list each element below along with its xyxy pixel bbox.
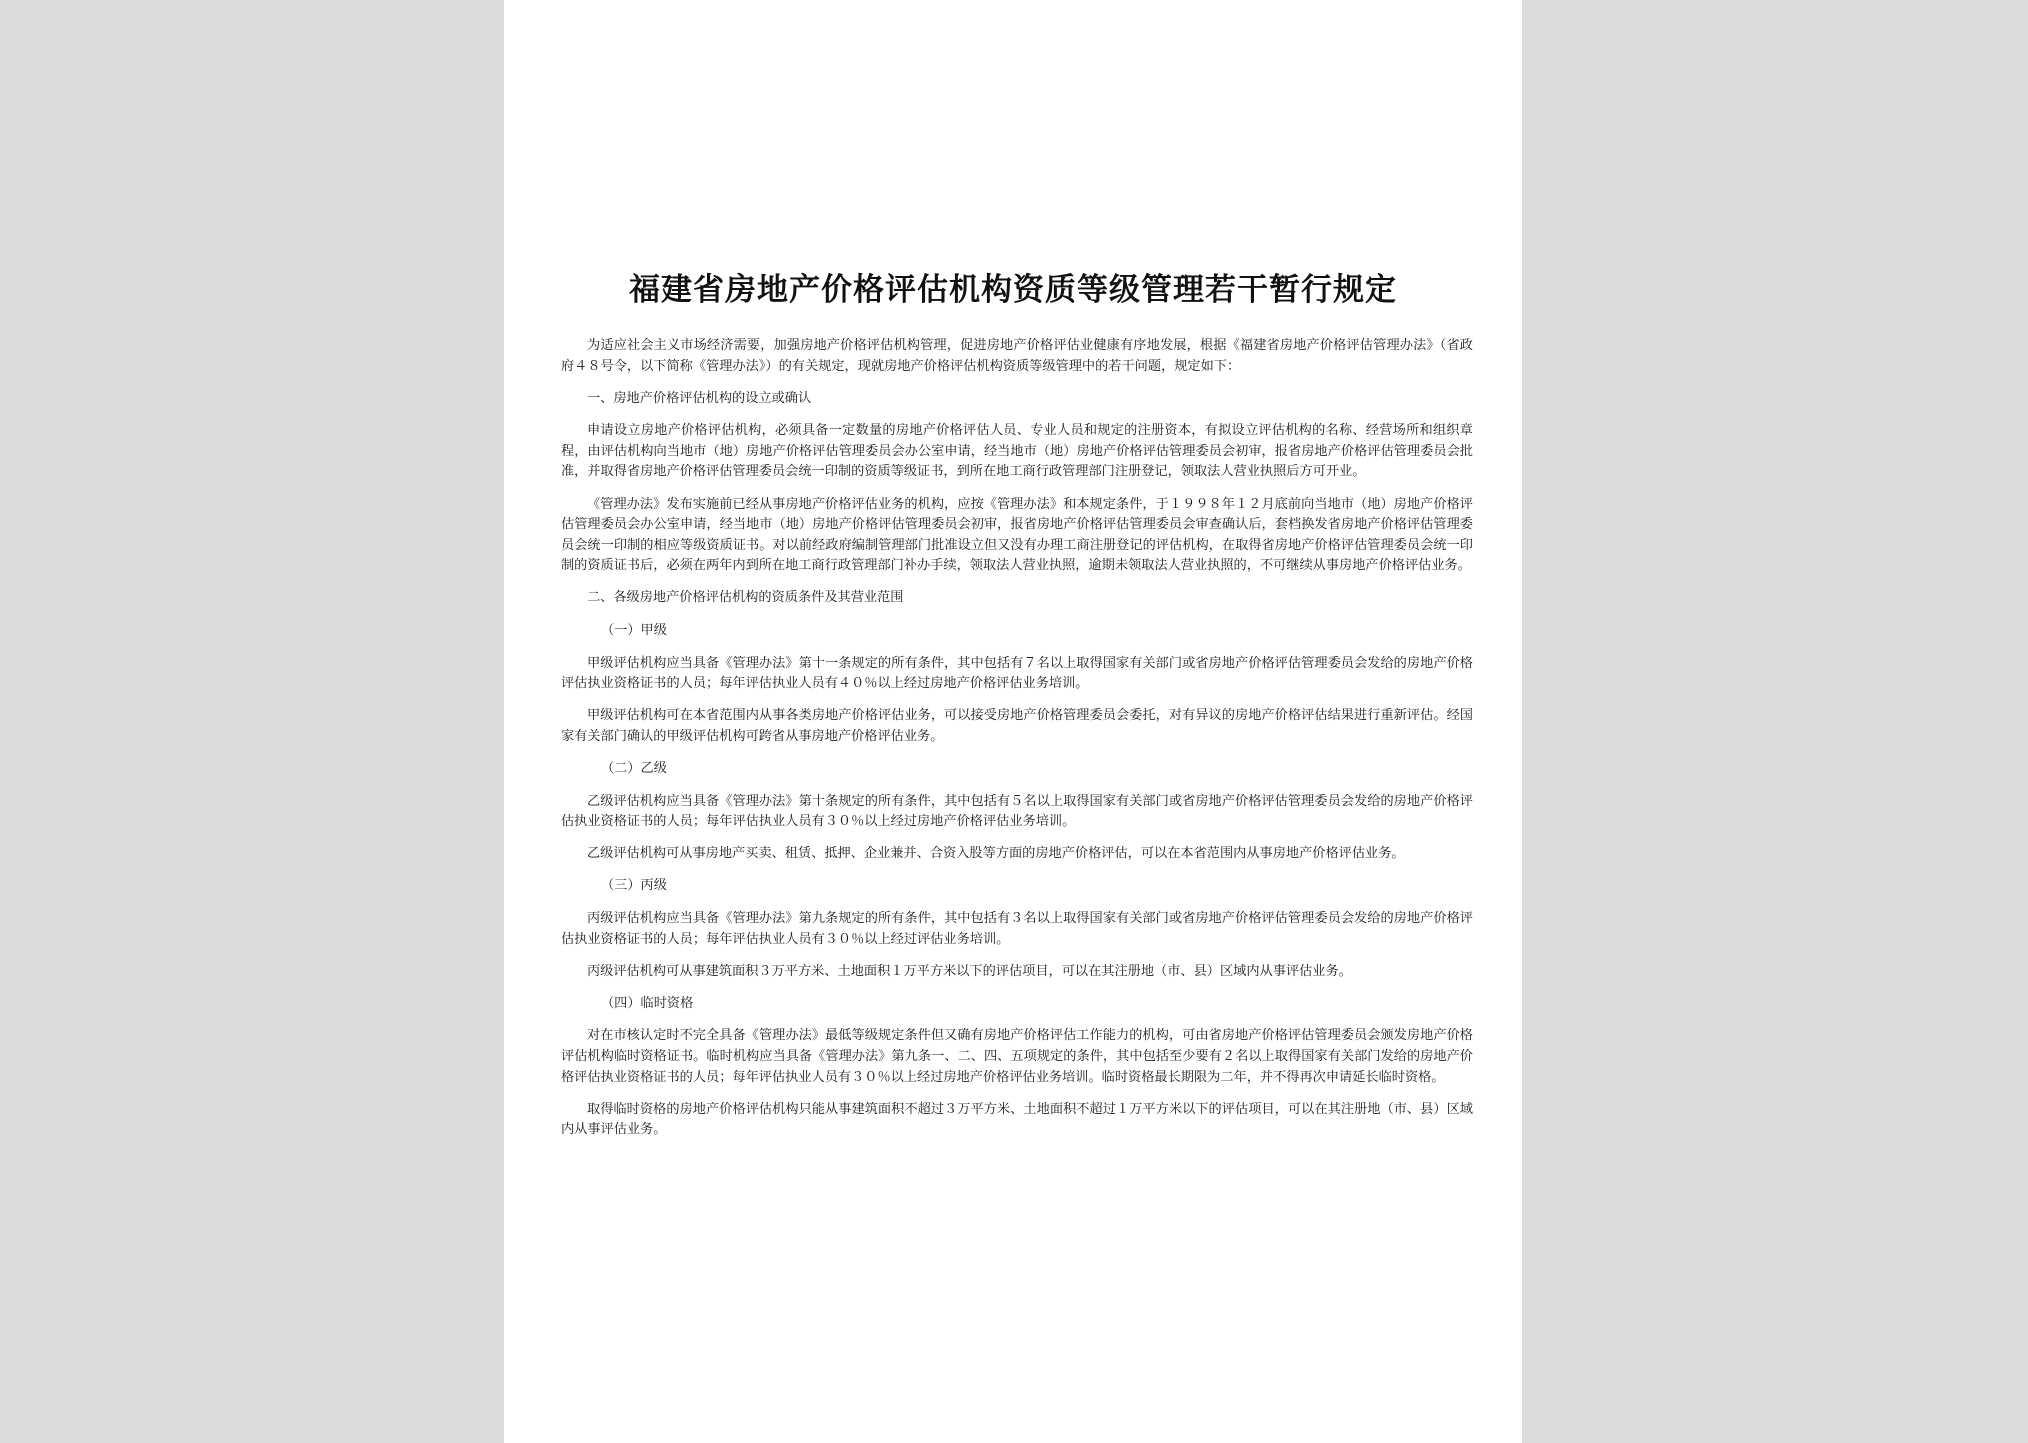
document-body bbox=[561, 336, 1473, 1152]
subheading-temporary: （四）临时资格 bbox=[601, 995, 694, 1011]
grade-b-paragraph-2: 乙级评估机构可从事房地产买卖、租赁、抵押、企业兼并、合资入股等方面的房地产价格评估，可以在本省范围内从事房地产价格评估业务。 bbox=[587, 846, 1405, 862]
grade-c-paragraph-1: 丙级评估机构应当具备《管理办法》第九条规定的所有条件，其中包括有３名以上取得国家有关部门或省房地产价格评估管理委员会发给的房地产价格评估执业资格证书的人员；每年评估执业人员有３０％以上经过评估业务培训。 bbox=[561, 910, 1473, 947]
document-page bbox=[504, 0, 1522, 1443]
intro-paragraph: 为适应社会主义市场经济需要，加强房地产价格评估机构管理，促进房地产价格评估业健康有序地发展，根据《福建省房地产价格评估管理办法》（省政府４８号令，以下简称《管理办法》）的有关规定，现就房地产价格评估机构资质等级管理中的若干问题，规定如下： bbox=[561, 338, 1473, 374]
section-heading-2: 二、各级房地产价格评估机构的资质条件及其营业范围 bbox=[587, 590, 904, 606]
section1-paragraph-2: 《管理办法》发布实施前已经从事房地产价格评估业务的机构，应按《管理办法》和本规定条件，于１９９８年１２月底前向当地市（地）房地产价格评估管理委员会办公室申请，经当地市（地）房地产价格评估管理委员会初审，报省房地产价格评估管理委员会审查确认后，套档换发省房地产价格评估管理委员会统一印制的相应等级资质证书。对以前经政府编制管理部门批准设立但又没有办理工商注册登记的评估机构，在取得省房地产价格评估管理委员会统一印制的资质证书后，必须在两年内到所在地工商行政管理部门补办手续，领取法人营业执照，逾期未领取法人营业执照的，不可继续从事房地产价格评估业务。 bbox=[561, 496, 1473, 574]
temporary-paragraph-1: 对在市核认定时不完全具备《管理办法》最低等级规定条件但又确有房地产价格评估工作能力的机构，可由省房地产价格评估管理委员会颁发房地产价格评估机构临时资格证书。临时机构应当具备《管理办法》第九条一、二、四、五项规定的条件，其中包括至少要有２名以上取得国家有关部门发给的房地产价格评估执业资格证书的人员；每年评估执业人员有３０％以上经过房地产价格评估业务培训。临时资格最长期限为二年，并不得再次申请延长临时资格。 bbox=[561, 1028, 1473, 1085]
document-title: 福建省房地产价格评估机构资质等级管理若干暂行规定 bbox=[629, 272, 1397, 308]
subheading-grade-b: （二）乙级 bbox=[601, 761, 667, 776]
subheading-grade-c: （三）丙级 bbox=[601, 878, 667, 894]
subheading-grade-a: （一）甲级 bbox=[601, 623, 667, 639]
grade-a-paragraph-2: 甲级评估机构可在本省范围内从事各类房地产价格评估业务，可以接受房地产价格管理委员会委托，对有异议的房地产价格评估结果进行重新评估。经国家有关部门确认的甲级评估机构可跨省从事房地产价格评估业务。 bbox=[561, 708, 1473, 744]
section-heading-1: 一、房地产价格评估机构的设立或确认 bbox=[587, 390, 812, 406]
grade-b-paragraph-1: 乙级评估机构应当具备《管理办法》第十条规定的所有条件，其中包括有５名以上取得国家有关部门或省房地产价格评估管理委员会发给的房地产价格评估执业资格证书的人员；每年评估执业人员有３０％以上经过房地产价格评估业务培训。 bbox=[561, 793, 1473, 830]
grade-c-paragraph-2: 丙级评估机构可从事建筑面积３万平方米、土地面积１万平方米以下的评估项目，可以在其注册地（市、县）区域内从事评估业务。 bbox=[587, 963, 1352, 979]
temporary-paragraph-2: 取得临时资格的房地产价格评估机构只能从事建筑面积不超过３万平方米、土地面积不超过１万平方米以下的评估项目，可以在其注册地（市、县）区域内从事评估业务。 bbox=[561, 1101, 1473, 1138]
section1-paragraph-1: 申请设立房地产价格评估机构，必须具备一定数量的房地产价格评估人员、专业人员和规定的注册资本，有拟设立评估机构的名称、经营场所和组织章程，由评估机构向当地市（地）房地产价格评估管理委员会办公室申请，经当地市（地）房地产价格评估管理委员会初审，报省房地产价格评估管理委员会批准，并取得省房地产价格评估管理委员会统一印制的资质等级证书，到所在地工商行政管理部门注册登记，领取法人营业执照后方可开业。 bbox=[561, 423, 1473, 480]
grade-a-paragraph-1: 甲级评估机构应当具备《管理办法》第十一条规定的所有条件，其中包括有７名以上取得国家有关部门或省房地产价格评估管理委员会发给的房地产价格评估执业资格证书的人员；每年评估执业人员有４０％以上经过房地产价格评估业务培训。 bbox=[561, 655, 1473, 692]
